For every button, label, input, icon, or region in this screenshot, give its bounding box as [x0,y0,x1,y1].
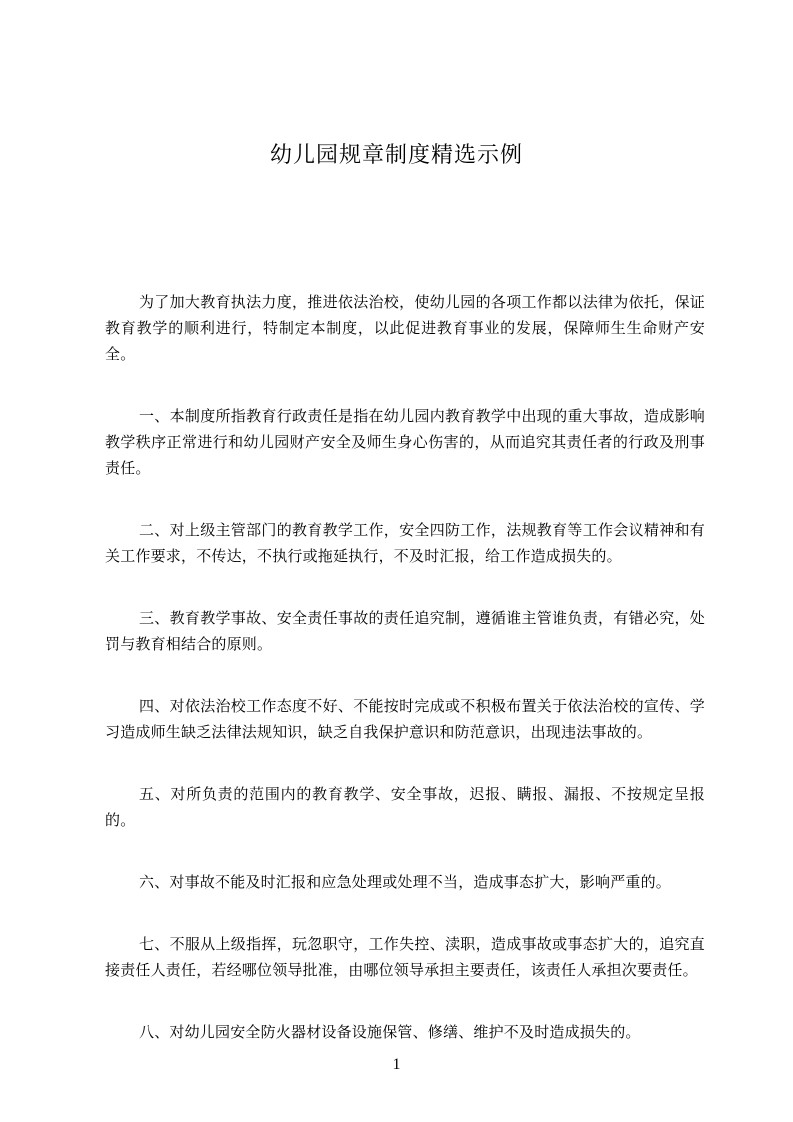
rule-paragraph-6: 六、对事故不能及时汇报和应急处理或处理不当，造成事态扩大，影响严重的。 [139,873,672,891]
document-body [105,289,705,1081]
page-number: 1 [392,1056,401,1073]
rule-paragraph-1: 一、本制度所指教育行政责任是指在幼儿园内教育教学中出现的重大事故，造成影响教学秩序正常进行和幼儿园财产安全及师生身心伤害的，从而追究其责任者的行政及刑事责任。 [105,407,705,477]
rule-paragraph-7: 七、不服从上级指挥，玩忽职守，工作失控、渎职，造成事故或事态扩大的，追究直接责任人责任，若经哪位领导批准，由哪位领导承担主要责任，该责任人承担次要责任。 [105,935,705,979]
rule-paragraph-5: 五、对所负责的范围内的教育教学、安全事故，迟报、瞒报、漏报、不按规定呈报的。 [105,785,705,829]
rule-paragraph-2: 二、对上级主管部门的教育教学工作，安全四防工作，法规教育等工作会议精神和有关工作要求，不传达，不执行或拖延执行，不及时汇报，给工作造成损失的。 [105,521,705,565]
rule-paragraph-8: 八、对幼儿园安全防火器材设备设施保管、修缮、维护不及时造成损失的。 [139,1023,641,1041]
intro-paragraph: 为了加大教育执法力度，推进依法治校，使幼儿园的各项工作都以法律为依托，保证教育教学的顺利进行，特制定本制度，以此促进教育事业的发展，保障师生生命财产安全。 [105,293,705,363]
rule-paragraph-4: 四、对依法治校工作态度不好、不能按时完成或不积极布置关于依法治校的宣传、学习造成师生缺乏法律法规知识，缺乏自我保护意识和防范意识，出现违法事故的。 [105,697,705,741]
rule-paragraph-3: 三、教育教学事故、安全责任事故的责任追究制，遵循谁主管谁负责，有错必究，处罚与教育相结合的原则。 [105,609,705,653]
document-title: 幼儿园规章制度精选示例 [269,143,523,168]
